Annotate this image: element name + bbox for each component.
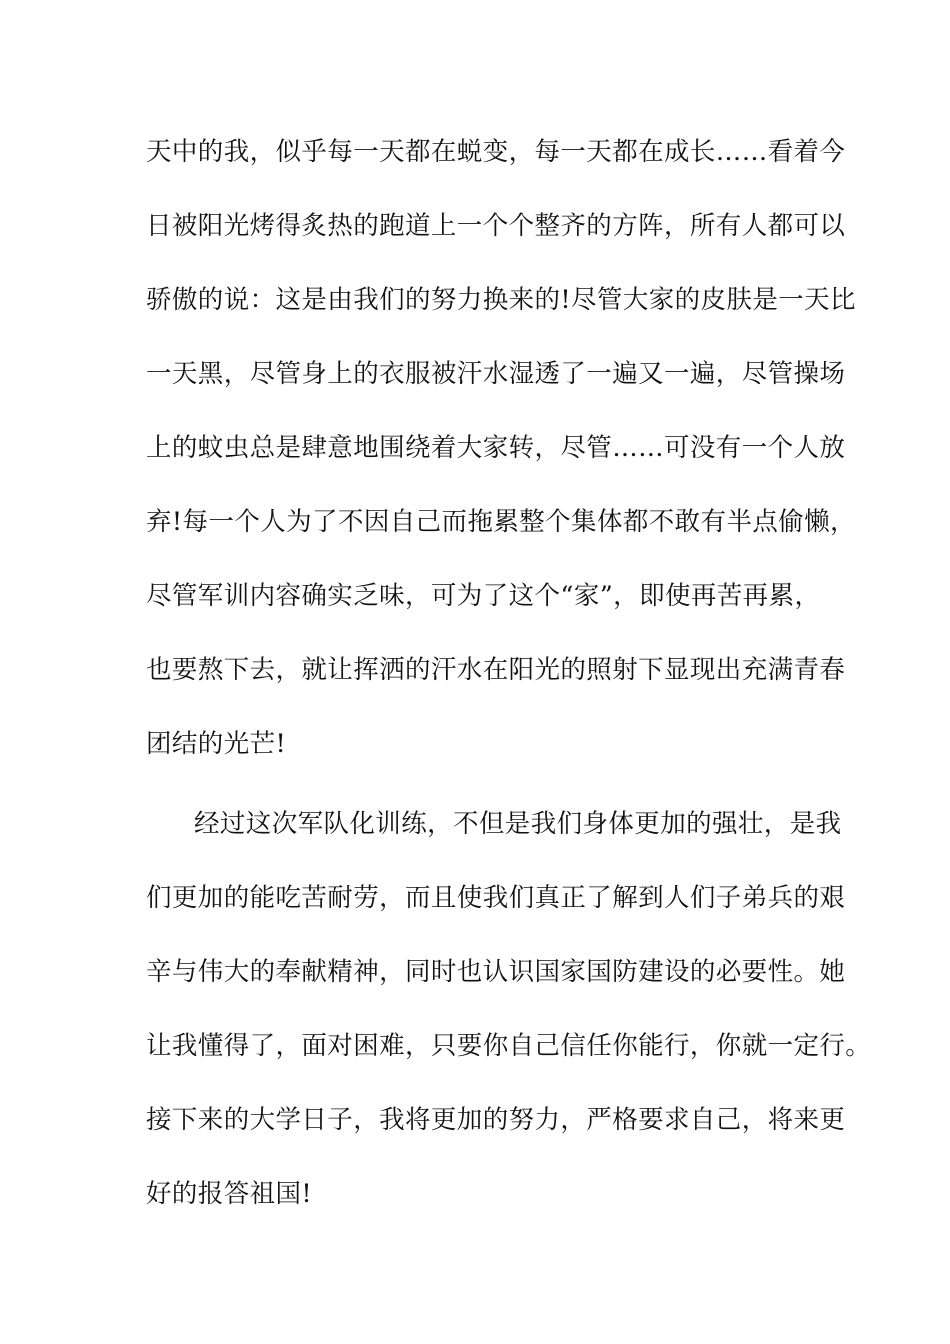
text-line: 弃!每一个人为了不因自己而拖累整个集体都不敢有半点偷懒， <box>146 507 856 537</box>
text-line: 好的报答祖国! <box>146 1179 313 1209</box>
text-line: 一天黑，尽管身上的衣服被汗水湿透了一遍又一遍，尽管操场 <box>146 359 846 389</box>
text-line: 让我懂得了，面对困难，只要你自己信任你能行，你就一定行。 <box>146 1031 872 1061</box>
text-line: 骄傲的说：这是由我们的努力换来的!尽管大家的皮肤是一天比 <box>146 285 856 315</box>
text-line: 们更加的能吃苦耐劳，而且使我们真正了解到人们子弟兵的艰 <box>146 883 846 913</box>
text-line: 经过这次军队化训练，不但是我们身体更加的强壮，是我 <box>194 809 842 839</box>
text-line: 上的蚊虫总是肆意地围绕着大家转，尽管……可没有一个人放 <box>146 433 846 463</box>
text-line: 辛与伟大的奉献精神，同时也认识国家国防建设的必要性。她 <box>146 957 846 987</box>
text-line: 接下来的大学日子，我将更加的努力，严格要求自己，将来更 <box>146 1105 846 1135</box>
text-line: 团结的光芒! <box>146 729 287 759</box>
text-line: 也要熬下去，就让挥洒的汗水在阳光的照射下显现出充满青春 <box>146 655 846 685</box>
text-line: 日被阳光烤得炙热的跑道上一个个整齐的方阵，所有人都可以 <box>146 211 846 241</box>
text-line: 尽管军训内容确实乏味，可为了这个“家”，即使再苦再累， <box>146 581 821 611</box>
text-line: 天中的我，似乎每一天都在蜕变，每一天都在成长……看着今 <box>146 137 846 167</box>
